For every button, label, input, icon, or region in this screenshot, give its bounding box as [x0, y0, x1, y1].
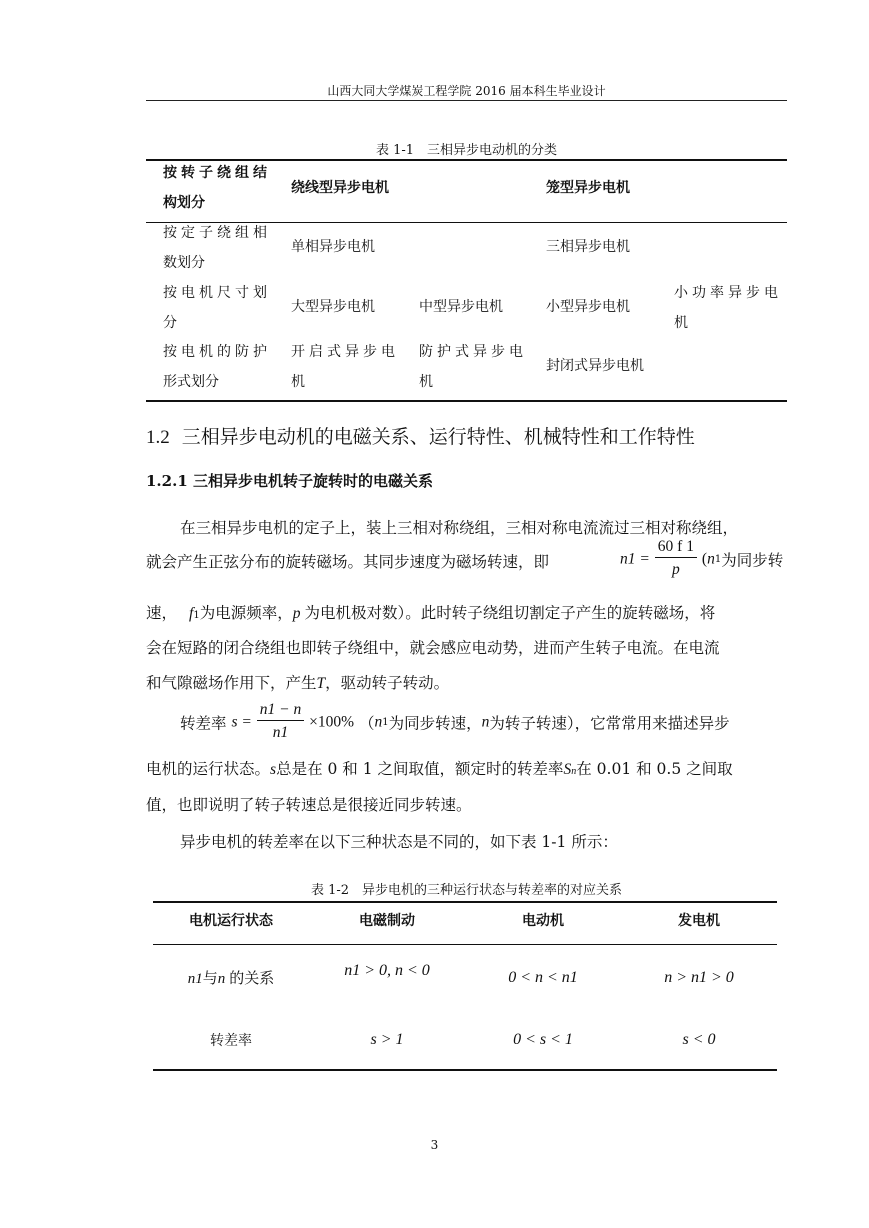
p2-l2-c: 在 0.01 和 0.5 之间取 [576, 760, 733, 778]
p2-l2-Sn-sub: n [571, 766, 577, 777]
table2-row1-label [153, 967, 309, 988]
row1-label-mid: 与 [202, 969, 218, 987]
section-number: 1.2 [146, 427, 170, 448]
table1-row1-c3: 三相异步电机 [546, 239, 630, 255]
p2-c: 为同步转速， [388, 714, 482, 733]
eq1-lhs: n1 = [620, 550, 650, 568]
row1-label-n1: n1 [187, 971, 203, 987]
table2-header-2: 电磁制动 [359, 913, 415, 929]
p1-l3-b: 为电源频率， [199, 604, 293, 622]
paragraph-1-line-2a: 就会产生正弦分布的旋转磁场。其同步速度为磁场转速，即 [146, 553, 550, 571]
table2-row2-c3: s < 0 [682, 1031, 716, 1048]
p2-n: n [481, 713, 490, 731]
subsection-heading: 1.2.1 三相异步电机转子旋转时的电磁关系 [146, 472, 433, 490]
table2-row2-c2: 0 < s < 1 [513, 1031, 573, 1048]
table1-row2-c4-2: 机 [674, 315, 688, 331]
eq1-numerator: 60 f 1 [655, 537, 697, 558]
eq2-lhs: s = [231, 713, 252, 731]
table1-row2-label-2: 分 [163, 315, 177, 331]
table1-row2-c2: 中型异步电机 [419, 299, 503, 315]
table1-row2-c4-1: 小功率异步电 [674, 285, 782, 301]
p1-l3-p: p [292, 605, 301, 622]
header-rule [146, 100, 787, 101]
eq2-fraction [257, 700, 304, 745]
p2-n1-sub: 1 [382, 717, 389, 728]
table1-row2-label-1: 按电机尺寸划 [163, 285, 271, 301]
table2-header-4: 发电机 [678, 913, 720, 929]
eq2-rhs: ×100% [309, 713, 355, 731]
eq2-denominator: n1 [272, 724, 289, 741]
eq1-fraction [655, 537, 697, 582]
table1-caption: 表 1-1 三相异步电动机的分类 [375, 143, 558, 158]
table1-row1-label-2: 数划分 [163, 255, 205, 271]
p2-b: （ [359, 714, 375, 733]
table2-header-rule [153, 944, 777, 945]
table1-row1-label-1: 按定子绕组相 [163, 225, 271, 241]
table2-row1-c1: n1 > 0, n < 0 [344, 962, 430, 979]
p1-l5-b: ，驱动转子转动。 [325, 674, 450, 692]
p2-l2-s: s [270, 761, 277, 778]
table2-row1-c3: n > n1 > 0 [664, 969, 734, 986]
paragraph-1-line-5 [146, 673, 449, 694]
paragraph-1-line-1: 在三相异步电机的定子上，装上三相对称绕组，三相对称电流流过三相对称绕组， [180, 519, 739, 537]
table1-row3-c2-2: 机 [419, 374, 433, 390]
table1-header-col2: 笼型异步电机 [546, 180, 630, 196]
p2-d: 为转子转速），它常常用来描述异步 [489, 714, 730, 733]
p2-l2-b: 总是在 0 和 1 之间取值，额定时的转差率 [276, 760, 564, 778]
table2-header-1: 电机运行状态 [189, 913, 273, 929]
p1-l3-f-sub: 1 [193, 610, 200, 621]
table2-row1-c2: 0 < n < n1 [508, 969, 578, 986]
row1-label-n: n [217, 971, 226, 987]
p2-n1: n [374, 713, 383, 731]
table1-row2-c3: 小型异步电机 [546, 299, 630, 315]
table2-header-3: 电动机 [522, 913, 564, 929]
table1-row1-c1: 单相异步电机 [291, 239, 375, 255]
table1-row3-c1-1: 开启式异步电 [291, 344, 399, 360]
section-title: 三相异步电动机的电磁关系、运行特性、机械特性和工作特性 [181, 426, 695, 448]
paragraph-1-line-4: 会在短路的闭合绕组也即转子绕组中，就会感应电动势，进而产生转子电流。在电流 [146, 639, 720, 657]
page-number: 3 [430, 1138, 439, 1152]
eq1-denominator: p [671, 561, 680, 578]
table1-row3-c2-1: 防护式异步电 [419, 344, 527, 360]
section-heading [146, 422, 695, 449]
table1-header-label-2: 构划分 [163, 195, 205, 211]
p1-l5-a: 和气隙磁场作用下，产生 [146, 674, 317, 692]
table1-row3-c1-2: 机 [291, 374, 305, 390]
table2-row2-label: 转差率 [210, 1033, 252, 1049]
running-header: 山西大同大学煤炭工程学院 2016 届本科生毕业设计 [327, 84, 606, 98]
p1-l3-f: f [189, 605, 194, 622]
paragraph-3: 异步电机的转差率在以下三种状态是不同的，如下表 1-1 所示： [180, 833, 618, 851]
eq1-n1-sub: 1 [714, 554, 722, 565]
eq1-n1: n [707, 550, 715, 568]
p2-l2-Sn: S [563, 761, 572, 778]
eq1-paren: ( [701, 550, 708, 568]
table1-row2-c1: 大型异步电机 [291, 299, 375, 315]
table1-row3-c3: 封闭式异步电机 [546, 358, 644, 374]
eq2-numerator: n1 − n [257, 700, 304, 721]
p1-l5-T: T [316, 675, 326, 692]
paragraph-2-line-3: 值，也即说明了转子转速总是很接近同步转速。 [146, 796, 472, 814]
row1-label-end: 的关系 [229, 969, 275, 987]
table1-bottom-rule [146, 400, 787, 402]
table2-bottom-rule [153, 1069, 777, 1071]
paragraph-2-line-1 [180, 700, 730, 745]
table1-row3-label-1: 按电机的防护 [163, 344, 271, 360]
p1-l3-a: 速， [146, 604, 178, 622]
p2-a: 转差率 [180, 714, 227, 733]
table1-header-col1: 绕线型异步电机 [291, 180, 389, 196]
p1-l3-c: 为电机极对数）。此时转子绕组切割定子产生的旋转磁场，将 [304, 604, 716, 622]
table1-header-label-1: 按转子绕组结 [163, 165, 271, 181]
paragraph-1-line-2c: 为同步转 [721, 551, 784, 570]
table2-top-rule [153, 901, 777, 903]
equation-sync-speed [620, 537, 783, 582]
table2-row2-c1: s > 1 [370, 1031, 404, 1048]
paragraph-1-line-3 [146, 603, 715, 626]
table1-row3-label-2: 形式划分 [163, 374, 219, 390]
table2-caption: 表 1-2 异步电机的三种运行状态与转差率的对应关系 [310, 883, 623, 898]
p2-l2-a: 电机的运行状态。 [146, 760, 271, 778]
paragraph-2-line-2 [146, 759, 733, 782]
